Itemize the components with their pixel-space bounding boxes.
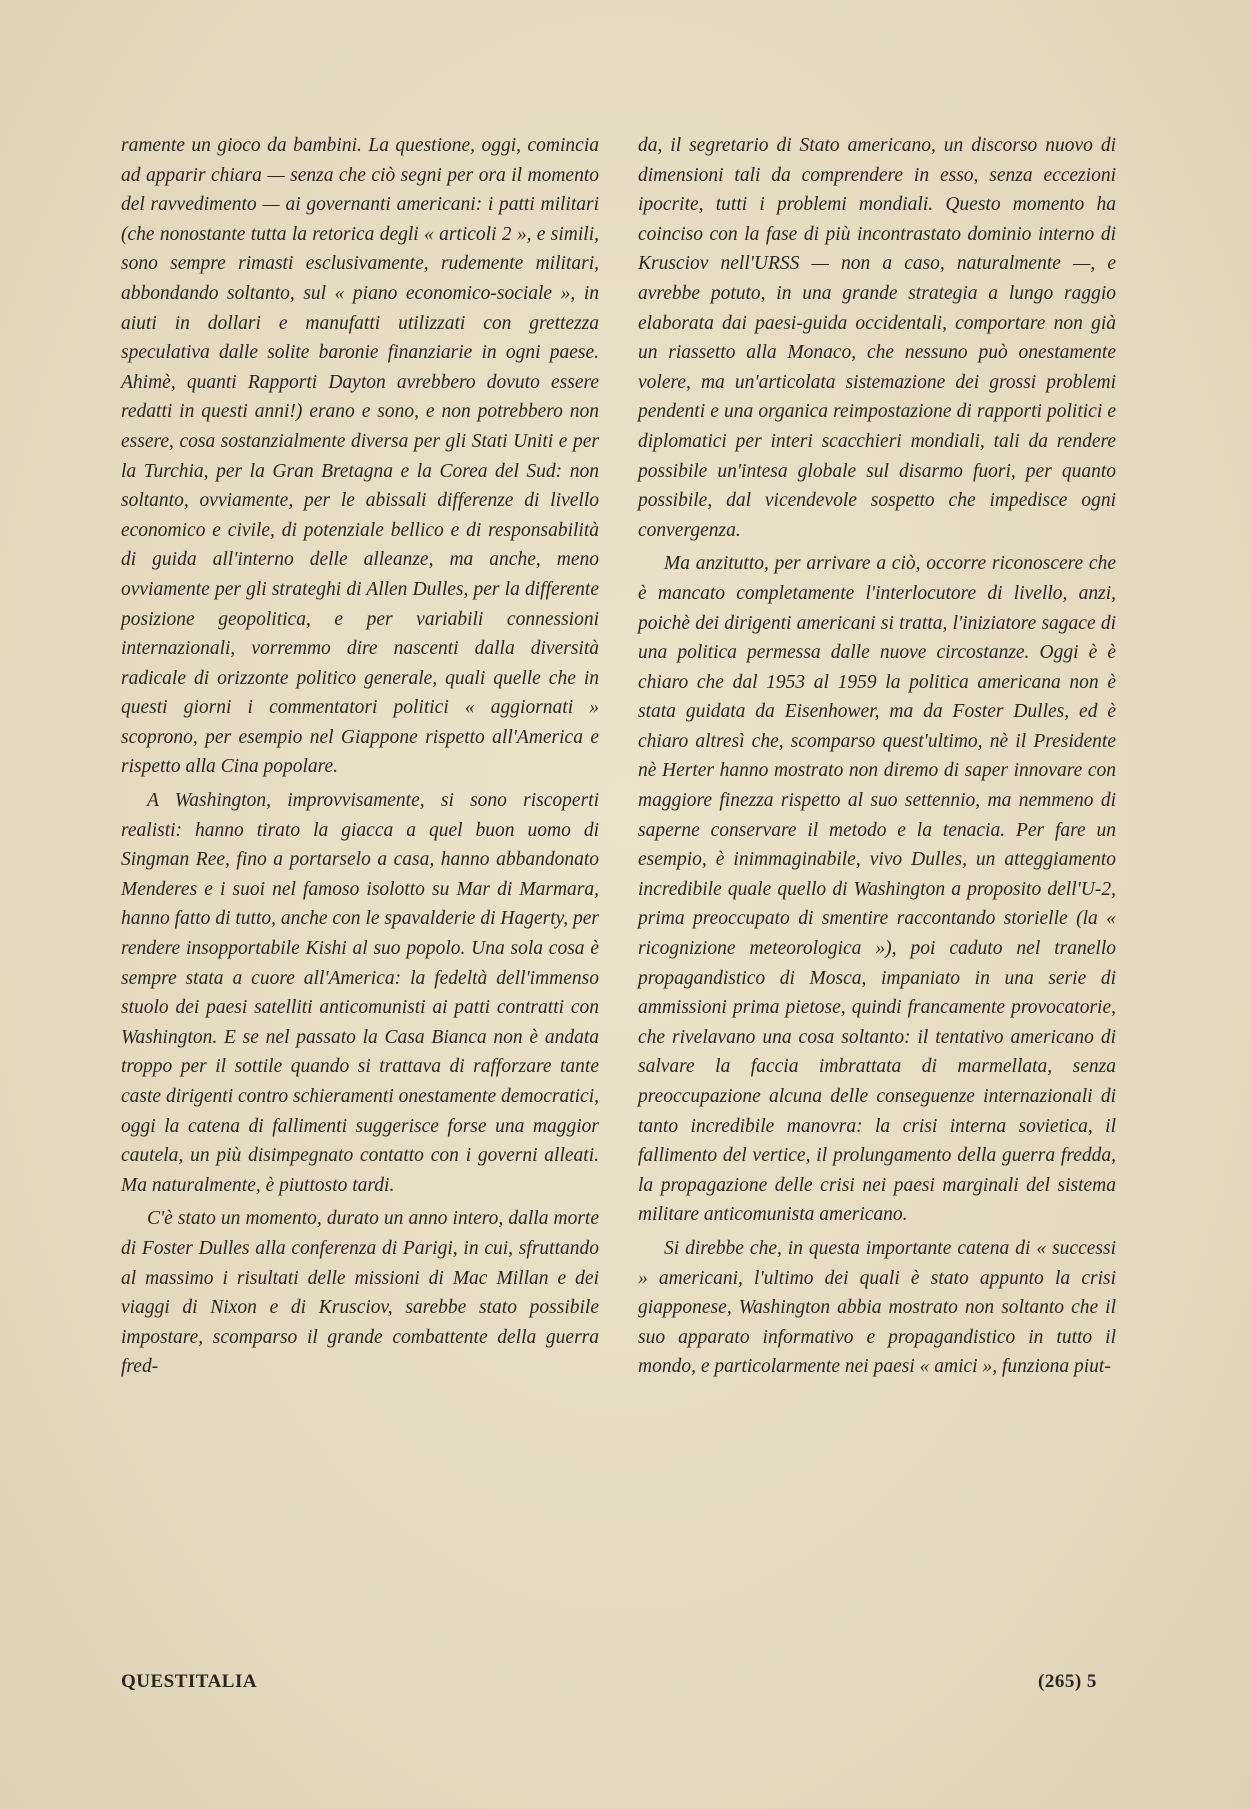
paragraph: da, il segretario di Stato americano, un discorso nuovo di dimensioni tali da comprendere in esso, senza eccezioni ipocrite, tutti i problemi mondiali. Questo momento ha coinciso con la fase di più incontrastato dominio interno di Krusciov nell'URSS — non a caso, naturalmente —, e avrebbe potuto, in una grande strategia a lungo raggio elaborata dai paesi-guida occidentali, comportare non già un riassetto alla Monaco, che nessuno può onestamente volere, ma un'articolata sistemazione dei grossi problemi pendenti e una organica reimpostazione di rapporti politici e diplomatici per interi scacchieri mondiali, tali da rendere possibile un'intesa globale sul disarmo fuori, per quanto possibile, dal vicendevole sospetto che impedisce ogni convergenza.	[638, 135, 1116, 541]
right-column	[638, 131, 1116, 1382]
paragraph: Ma anzitutto, per arrivare a ciò, occorre riconoscere che è mancato completamente l'interlocutore di livello, anzi, poichè dei dirigenti americani si tratta, l'iniziatore sagace di una politica permessa dalle nuove circostanze. Oggi è è chiaro che dal 1953 al 1959 la politica americana non è stata guidata da Eisenhower, ma da Foster Dulles, ed è chiaro altresì che, scomparso quest'ultimo, nè il Presidente nè Herter hanno mostrato non diremo di saper innovare con maggiore finezza rispetto al suo settennio, ma nemmeno di saperne conservare il metodo e la tenacia. Per fare un esempio, è inimmaginabile, vivo Dulles, un atteggiamento incredibile quale quello di Washington a proposito dell'U-2, prima preoccupato di smentire raccontando storielle (la « ricognizione meteorologica »), poi caduto nel tranello propagandistico di Mosca, impaniato in una serie di ammissioni prima pietose, quindi francamente provocatorie, che rivelavano una cosa soltanto: il tentativo americano di salvare la faccia imbrattata di marmellata, senza preoccupazione alcuna delle conseguenze internazionali di tanto incredibile manovra: la crisi interna sovietica, il fallimento del vertice, il prolungamento della guerra fredda, la propagazione delle crisi nei paesi marginali del sistema militare anticomunista americano.	[638, 553, 1116, 1226]
paragraph: C'è stato un momento, durato un anno intero, dalla morte di Foster Dulles alla conferenza di Parigi, in cui, sfruttando al massimo i risultati delle missioni di Mac Millan e dei viaggi di Nixon e di Krusciov, sarebbe stato possibile impostare, scomparso il grande combattente della guerra fred-	[121, 1208, 599, 1378]
paragraph: ramente un gioco da bambini. La questione, oggi, comincia ad apparir chiara — senza che ciò segni per ora il momento del ravvedimento — ai governanti americani: i patti militari (che nonostante tutta la retorica degli « articoli 2 », e simili, sono sempre rimasti esclusivamente, rudemente militari, abbondando soltanto, sul « piano economico-sociale », in aiuti in dollari e manufatti utilizzati con grettezza speculativa dalle solite baronie finanziarie in ogni paese. Ahimè, quanti Rapporti Dayton avrebbero dovuto essere redatti in questi anni!) erano e sono, e non potrebbero non essere, cosa sostanzialmente diversa per gli Stati Uniti e per la Turchia, per la Gran Bretagna e la Corea del Sud: non soltanto, ovviamente, per le abissali differenze di livello economico e civile, di potenziale bellico e di responsabilità di guida all'interno delle alleanze, ma anche, meno ovviamente per gli strateghi di Allen Dulles, per la differente posizione geopolitica, e per variabili connessioni internazionali, vorremmo dire nascenti dalla diversità radicale di orizzonte politico generale, quali quelle che in questi giorni i commentatori politici « aggiornati » scoprono, per esempio nel Giappone rispetto all'America e rispetto alla Cina popolare.	[121, 135, 599, 778]
left-column	[121, 131, 599, 1382]
magazine-name: QUESTITALIA	[121, 1671, 258, 1692]
page-number: (265) 5	[1038, 1671, 1097, 1692]
paragraph: A Washington, improvvisamente, si sono riscoperti realisti: hanno tirato la giacca a quel buon uomo di Singman Ree, fino a portarselo a casa, hanno abbandonato Menderes e i suoi nel famoso isolotto su Mar di Marmara, hanno fatto di tutto, anche con le spavalderie di Hagerty, per rendere insopportabile Kishi al suo popolo. Una sola cosa è sempre stata a cuore all'America: la fedeltà dell'immenso stuolo dei paesi satelliti anticomunisti ai patti contratti con Washington. E se nel passato la Casa Bianca non è andata troppo per il sottile quando si trattava di rafforzare tante caste dirigenti contro schieramenti onestamente democratici, oggi la catena di fallimenti suggerisce forse una maggior cautela, un più disimpegnato contatto con i governi alleati. Ma naturalmente, è piuttosto tardi.	[121, 790, 600, 1196]
paragraph: Si direbbe che, in questa importante catena di « successi » americani, l'ultimo dei quali è stato appunto la crisi giapponese, Washington abbia mostrato non soltanto che il suo apparato informativo e propagandistico in tutto il mondo, e particolarmente nei paesi « amici », funziona piut-	[638, 1237, 1116, 1378]
